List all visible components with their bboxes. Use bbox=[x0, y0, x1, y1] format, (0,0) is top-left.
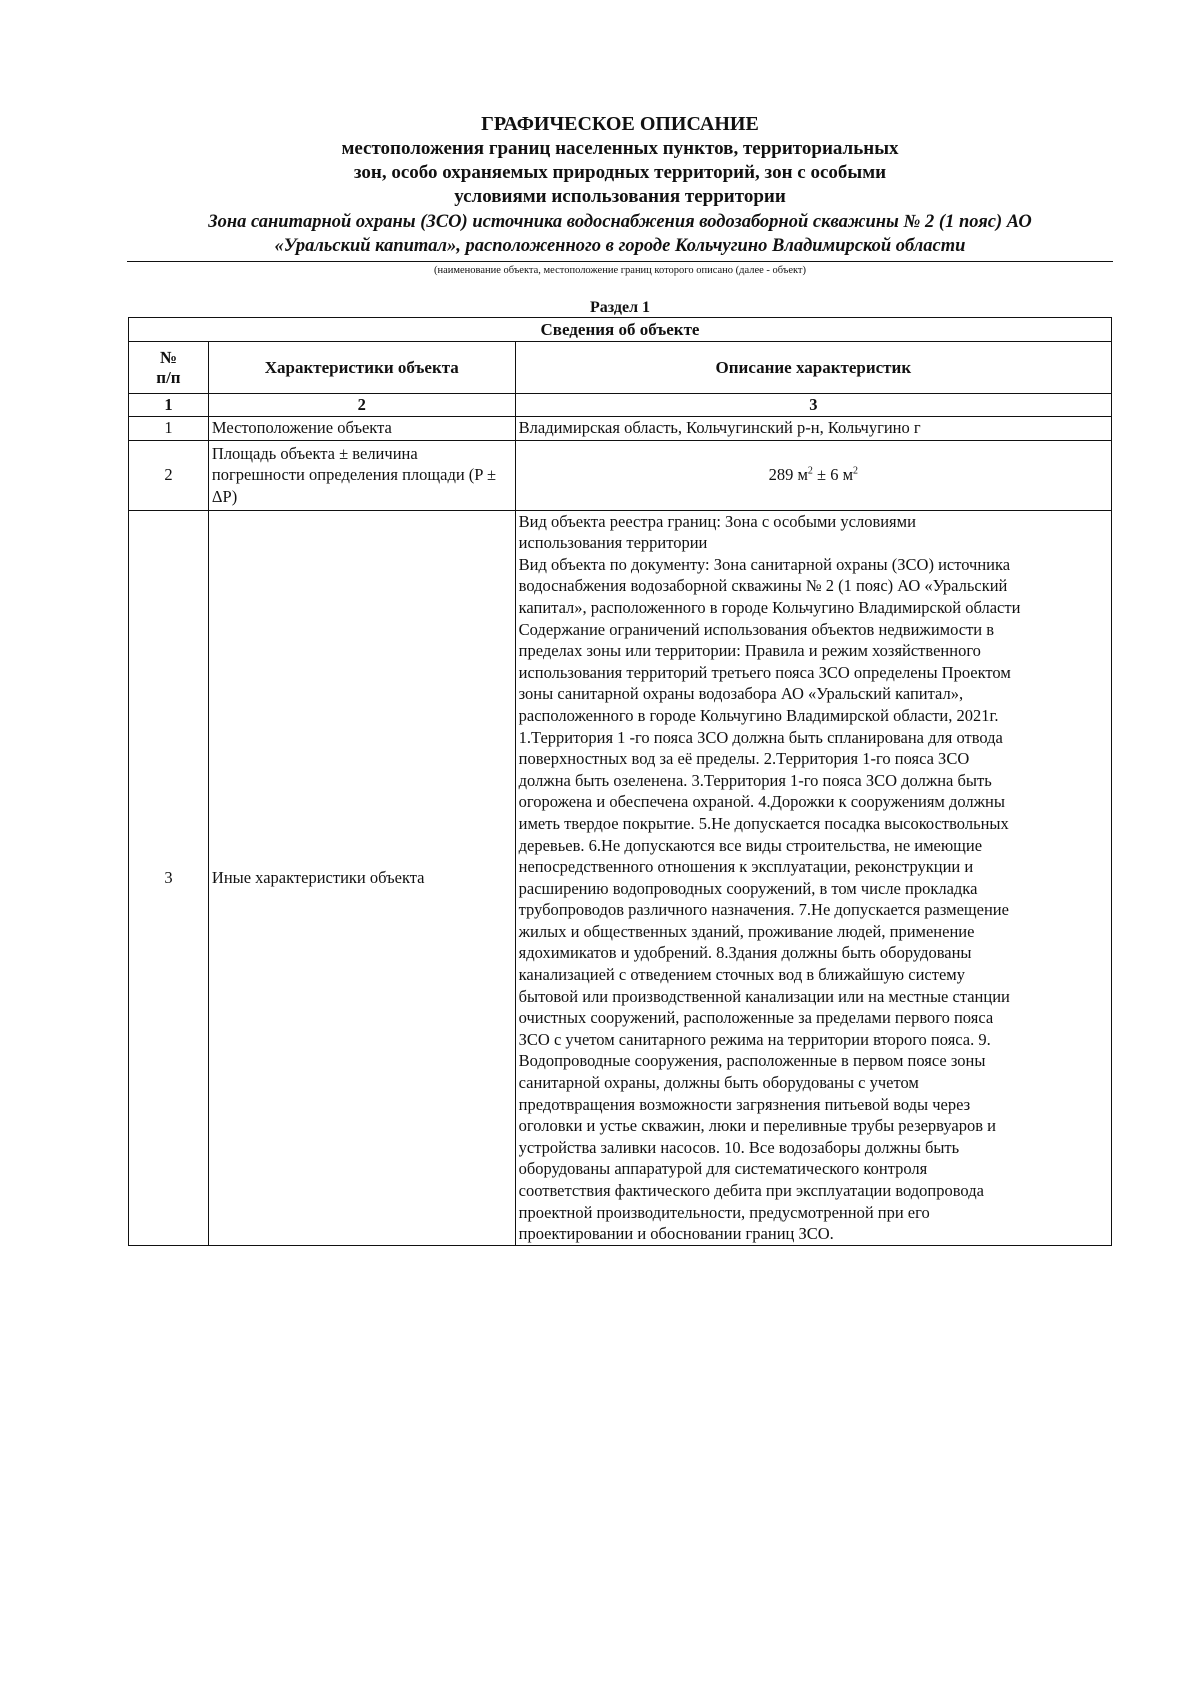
header-num: № п/п bbox=[129, 342, 209, 394]
row-num: 2 bbox=[129, 440, 209, 510]
column-number-row bbox=[129, 394, 1112, 417]
tolerance-unit-exponent: 2 bbox=[853, 465, 859, 477]
document-subtitle: местоположения границ населенных пунктов, территориальных зон, особо охраняемых природных территорий, зон с особыми условиями использования территории bbox=[341, 138, 899, 207]
row-description bbox=[515, 440, 1111, 510]
section-label: Раздел 1 bbox=[589, 299, 651, 316]
object-name-underline bbox=[127, 261, 1113, 262]
row-num: 3 bbox=[129, 510, 209, 1245]
table-row bbox=[129, 510, 1112, 1245]
row-description: Владимирская область, Кольчугинский р-н, Кольчугино г bbox=[515, 416, 1111, 440]
area-unit-exponent: 2 bbox=[807, 465, 813, 477]
row-characteristic: Местоположение объекта bbox=[208, 416, 515, 440]
table-row bbox=[129, 416, 1112, 440]
row-characteristic: Площадь объекта ± величина погрешности определения площади (P ± ΔP) bbox=[208, 440, 515, 510]
table-caption-row bbox=[129, 318, 1112, 342]
row-characteristic: Иные характеристики объекта bbox=[208, 510, 515, 1245]
table-row bbox=[129, 440, 1112, 510]
column-number: 1 bbox=[129, 394, 209, 417]
column-number: 2 bbox=[208, 394, 515, 417]
object-info-table bbox=[128, 317, 1112, 1246]
column-number: 3 bbox=[515, 394, 1111, 417]
header-characteristic: Характеристики объекта bbox=[208, 342, 515, 394]
table-header-row bbox=[129, 342, 1112, 394]
title-block bbox=[130, 112, 1110, 209]
area-tolerance: ± 6 м bbox=[812, 465, 854, 485]
row-num: 1 bbox=[129, 416, 209, 440]
table-caption: Сведения об объекте bbox=[129, 318, 1112, 342]
object-name: Зона санитарной охраны (ЗСО) источника водоснабжения водозаборной скважины № 2 (1 пояс) АО «Уральский капитал», расположенного в городе Кольчугино Владимирской области bbox=[208, 212, 1032, 256]
object-name-caption: (наименование объекта, местоположение границ которого описано (далее - объект) bbox=[433, 265, 807, 276]
document-title: ГРАФИЧЕСКОЕ ОПИСАНИЕ bbox=[481, 113, 759, 135]
area-value: 289 м bbox=[768, 465, 808, 485]
header-description: Описание характеристик bbox=[515, 342, 1111, 394]
row-description: Вид объекта реестра границ: Зона с особыми условиями использования территории Вид объекта по документу: Зона санитарной охраны (ЗСО) источника водоснабжения водозаборной скважины № 2 (1 пояс) АО «Уральский капитал», расположенного в городе Кольчугино Владимирской области Содержание ограничений использования объектов недвижимости в пределах зоны или территории: Правила и режим хозяйственного использования территорий третьего пояса ЗСО определены Проектом зоны санитарной охраны водозабора АО «Уральский капитал», расположенного в городе Кольчугино Владимирской области, 2021г. 1.Территория 1 -го пояса ЗСО должна быть спланирована для отвода поверхностных вод за её пределы. 2.Территория 1-го пояса ЗСО должна быть озеленена. 3.Территория 1-го пояса ЗСО должна быть огорожена и обеспечена охраной. 4.Дорожки к сооружениям должны иметь твердое покрытие. 5.Не допускается посадка высокоствольных деревьев. 6.Не допускаются все виды строительства, не имеющие непосредственного отношения к эксплуатации, реконструкции и расширению водопроводных сооружений, в том числе прокладка трубопроводов различного назначения. 7.Не допускается размещение жилых и общественных зданий, проживание людей, применение ядохимикатов и удобрений. 8.Здания должны быть оборудованы канализацией с отведением сточных вод в ближайшую систему бытовой или производственной канализации или на местные станции очистных сооружений, расположенные за пределами первого пояса ЗСО с учетом санитарного режима на территории второго пояса. 9. Водопроводные сооружения, расположенные в первом поясе зоны санитарной охраны, должны быть оборудованы с учетом предотвращения возможности загрязнения питьевой воды через оголовки и устье скважин, люки и переливные трубы резервуаров и устройства заливки насосов. 10. Все водозаборы должны быть оборудованы аппаратурой для систематического контроля соответствия фактического дебита при эксплуатации водопровода проектной производительности, предусмотренной при его проектировании и обосновании границ ЗСО. bbox=[515, 510, 1111, 1245]
